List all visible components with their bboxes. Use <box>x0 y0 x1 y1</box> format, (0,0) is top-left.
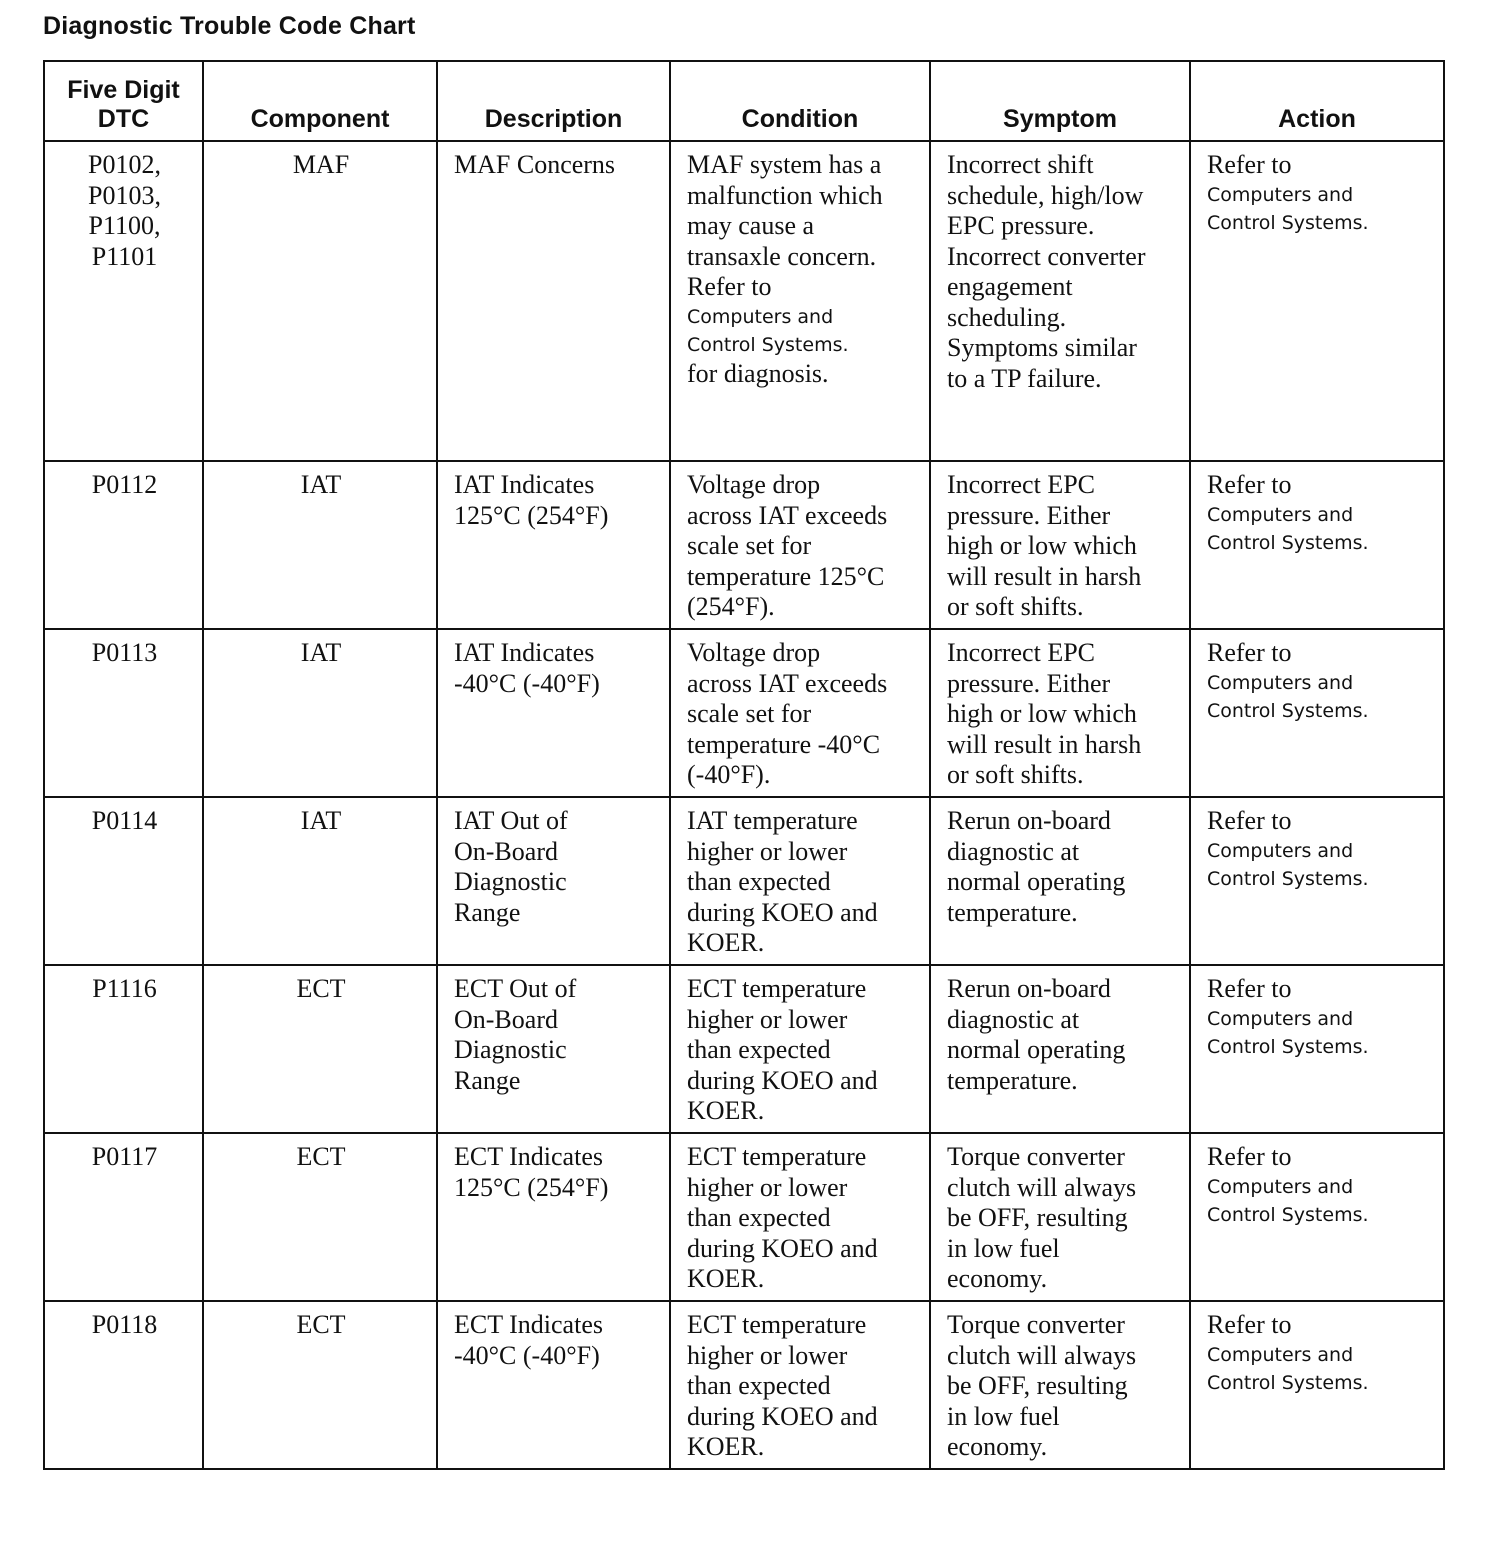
description-cell <box>437 629 670 797</box>
symptom-cell-line: diagnostic at <box>947 836 1080 866</box>
dtc-code-cell-line: P1100, <box>88 211 161 240</box>
condition-cell-line: IAT temperature <box>687 806 858 835</box>
condition-cell <box>670 461 930 629</box>
description-cell-line: -40°C (-40°F) <box>454 1340 600 1370</box>
action-cell-line: Control Systems. <box>1207 1371 1369 1394</box>
dtc-code-cell <box>44 1301 203 1469</box>
symptom-cell-line: in low fuel <box>947 1401 1060 1431</box>
symptom-cell-line: or soft shifts. <box>947 592 1084 621</box>
condition-ref-line: for diagnosis. <box>687 358 829 388</box>
condition-cell <box>670 141 930 461</box>
condition-cell-line: may cause a <box>687 211 815 240</box>
action-cell-line: Refer to <box>1207 974 1292 1003</box>
description-cell-line: -40°C (-40°F) <box>454 668 600 698</box>
component-cell: ECT <box>203 965 437 1133</box>
table-row <box>44 1301 1444 1469</box>
symptom-cell-line: Incorrect EPC <box>947 470 1096 499</box>
header-dtc <box>44 61 203 141</box>
condition-cell-line: ECT temperature <box>687 1310 867 1339</box>
header-action: Action <box>1190 61 1444 141</box>
action-cell-line: Control Systems. <box>1207 1035 1369 1058</box>
header-dtc-line-1: Five Digit <box>67 76 180 104</box>
condition-cell-line: (-40°F). <box>687 760 771 789</box>
symptom-cell-line: Rerun on-board <box>947 806 1111 835</box>
dtc-code-cell-line: P0103, <box>88 180 161 210</box>
condition-cell <box>670 629 930 797</box>
description-cell-line: 125°C (254°F) <box>454 500 609 530</box>
symptom-cell-line: economy. <box>947 1264 1048 1293</box>
action-cell-line: Control Systems. <box>1207 211 1369 234</box>
symptom-cell-line: Symptoms similar <box>947 333 1137 362</box>
condition-cell-line: MAF system has a <box>687 150 882 179</box>
symptom-cell-line: normal operating <box>947 867 1126 896</box>
action-cell-line: Refer to <box>1207 1310 1292 1339</box>
condition-cell-line: higher or lower <box>687 836 848 866</box>
condition-cell-line: across IAT exceeds <box>687 668 888 698</box>
condition-ref-line: Computers and <box>687 305 834 328</box>
description-cell-line: Diagnostic <box>454 1035 567 1064</box>
description-cell-line: Range <box>454 897 521 927</box>
action-cell-line: Computers and <box>1207 1343 1354 1366</box>
symptom-cell-line: schedule, high/low <box>947 180 1144 210</box>
symptom-cell-line: normal operating <box>947 1035 1126 1064</box>
description-cell <box>437 965 670 1133</box>
condition-cell-line: during KOEO and <box>687 897 878 927</box>
condition-cell-line: during KOEO and <box>687 1233 878 1263</box>
condition-cell <box>670 797 930 965</box>
symptom-cell-line: high or low which <box>947 699 1137 728</box>
symptom-cell <box>930 797 1190 965</box>
condition-cell <box>670 1133 930 1301</box>
description-cell-line: ECT Indicates <box>454 1310 603 1339</box>
action-cell-line: Refer to <box>1207 806 1292 835</box>
action-cell-line: Refer to <box>1207 470 1292 499</box>
dtc-code-cell-line: P1101 <box>91 241 158 271</box>
description-cell-line: MAF Concerns <box>454 150 616 179</box>
condition-cell <box>670 1301 930 1469</box>
action-cell <box>1190 141 1444 461</box>
symptom-cell-line: clutch will always <box>947 1172 1137 1202</box>
component-cell: ECT <box>203 1301 437 1469</box>
action-cell-line: Control Systems. <box>1207 1203 1369 1226</box>
dtc-code-cell <box>44 629 203 797</box>
action-cell-line: Computers and <box>1207 671 1354 694</box>
dtc-code-cell-line: P0113 <box>91 638 158 667</box>
table-row <box>44 461 1444 629</box>
description-cell-line: On-Board <box>454 836 558 866</box>
table-row <box>44 141 1444 461</box>
symptom-cell-line: scheduling. <box>947 302 1067 332</box>
component-cell: IAT <box>203 797 437 965</box>
action-cell <box>1190 629 1444 797</box>
dtc-code-cell <box>44 141 203 461</box>
description-cell-line: IAT Indicates <box>454 470 595 499</box>
header-component: Component <box>203 61 437 141</box>
symptom-cell-line: Incorrect EPC <box>947 638 1096 667</box>
symptom-cell-line: be OFF, resulting <box>947 1371 1128 1400</box>
action-cell-line: Computers and <box>1207 183 1354 206</box>
condition-cell-line: KOER. <box>687 1096 765 1125</box>
symptom-cell-line: Incorrect converter <box>947 241 1146 271</box>
symptom-cell-line: in low fuel <box>947 1233 1060 1263</box>
description-cell-line: ECT Out of <box>454 974 577 1003</box>
symptom-cell-line: be OFF, resulting <box>947 1203 1128 1232</box>
symptom-cell-line: Torque converter <box>947 1310 1125 1339</box>
action-cell-line: Refer to <box>1207 638 1292 667</box>
condition-cell-line: during KOEO and <box>687 1401 878 1431</box>
condition-cell-line: malfunction which <box>687 180 883 210</box>
description-cell <box>437 141 670 461</box>
condition-cell-line: higher or lower <box>687 1172 848 1202</box>
condition-cell-line: than expected <box>687 1203 831 1232</box>
symptom-cell <box>930 141 1190 461</box>
condition-cell-line: Voltage drop <box>687 470 821 499</box>
header-symptom: Symptom <box>930 61 1190 141</box>
description-cell <box>437 1301 670 1469</box>
table-row <box>44 797 1444 965</box>
condition-cell-line: higher or lower <box>687 1004 848 1034</box>
condition-cell-line: during KOEO and <box>687 1065 878 1095</box>
dtc-code-cell-line: P0117 <box>91 1142 158 1171</box>
header-dtc-line-2: DTC <box>97 105 150 133</box>
description-cell-line: IAT Indicates <box>454 638 595 667</box>
symptom-cell-line: to a TP failure. <box>947 363 1102 393</box>
description-cell-line: ECT Indicates <box>454 1142 603 1171</box>
dtc-code-cell-line: P0112 <box>91 470 158 499</box>
action-cell <box>1190 797 1444 965</box>
condition-cell-line: (254°F). <box>687 592 775 621</box>
dtc-code-cell <box>44 1133 203 1301</box>
symptom-cell-line: will result in harsh <box>947 561 1142 591</box>
action-cell-line: Control Systems. <box>1207 699 1369 722</box>
symptom-cell-line: clutch will always <box>947 1340 1137 1370</box>
symptom-cell-line: temperature. <box>947 1065 1078 1095</box>
description-cell <box>437 797 670 965</box>
description-cell-line: 125°C (254°F) <box>454 1172 609 1202</box>
header-description: Description <box>437 61 670 141</box>
description-cell-line: Range <box>454 1065 521 1095</box>
action-cell-line: Refer to <box>1207 1142 1292 1171</box>
symptom-cell <box>930 1133 1190 1301</box>
condition-cell-line: scale set for <box>687 531 812 560</box>
description-cell <box>437 461 670 629</box>
symptom-cell-line: EPC pressure. <box>947 211 1095 240</box>
symptom-cell-line: will result in harsh <box>947 729 1142 759</box>
condition-cell-line: temperature -40°C <box>687 729 881 759</box>
action-cell-line: Refer to <box>1207 150 1292 179</box>
condition-cell-line: KOER. <box>687 928 765 957</box>
action-cell <box>1190 1301 1444 1469</box>
condition-cell-line: higher or lower <box>687 1340 848 1370</box>
component-cell: MAF <box>203 141 437 461</box>
condition-cell-line: than expected <box>687 1035 831 1064</box>
header-row <box>44 61 1444 141</box>
symptom-cell-line: high or low which <box>947 531 1137 560</box>
action-cell <box>1190 461 1444 629</box>
symptom-cell-line: engagement <box>947 272 1073 301</box>
condition-cell-line: than expected <box>687 867 831 896</box>
table-row <box>44 965 1444 1133</box>
action-cell-line: Computers and <box>1207 1007 1354 1030</box>
condition-cell-line: temperature 125°C <box>687 561 885 591</box>
dtc-code-cell-line: P0114 <box>91 806 158 835</box>
symptom-cell-line: pressure. Either <box>947 500 1111 530</box>
dtc-code-cell <box>44 965 203 1133</box>
condition-cell-line: transaxle concern. <box>687 241 877 271</box>
symptom-cell-line: Incorrect shift <box>947 150 1094 179</box>
symptom-cell-line: or soft shifts. <box>947 760 1084 789</box>
symptom-cell-line: temperature. <box>947 897 1078 927</box>
symptom-cell-line: pressure. Either <box>947 668 1111 698</box>
page-title: Diagnostic Trouble Code Chart <box>43 12 416 40</box>
description-cell-line: On-Board <box>454 1004 558 1034</box>
dtc-code-cell <box>44 461 203 629</box>
symptom-cell <box>930 965 1190 1133</box>
dtc-table <box>43 60 1445 1470</box>
condition-cell-line: Voltage drop <box>687 638 821 667</box>
action-cell <box>1190 965 1444 1133</box>
component-cell: IAT <box>203 629 437 797</box>
dtc-code-cell-line: P0118 <box>91 1310 158 1339</box>
action-cell <box>1190 1133 1444 1301</box>
condition-cell <box>670 965 930 1133</box>
symptom-cell-line: Torque converter <box>947 1142 1125 1171</box>
table-row <box>44 1133 1444 1301</box>
condition-cell-line: scale set for <box>687 699 812 728</box>
symptom-cell <box>930 461 1190 629</box>
component-cell: ECT <box>203 1133 437 1301</box>
symptom-cell-line: Rerun on-board <box>947 974 1111 1003</box>
action-cell-line: Computers and <box>1207 1175 1354 1198</box>
condition-ref-line: Refer to <box>687 272 772 301</box>
table-row <box>44 629 1444 797</box>
condition-cell-line: across IAT exceeds <box>687 500 888 530</box>
condition-cell-line: ECT temperature <box>687 1142 867 1171</box>
condition-cell-line: KOER. <box>687 1264 765 1293</box>
description-cell-line: IAT Out of <box>454 806 568 835</box>
symptom-cell <box>930 1301 1190 1469</box>
dtc-code-cell <box>44 797 203 965</box>
condition-cell-line: than expected <box>687 1371 831 1400</box>
symptom-cell <box>930 629 1190 797</box>
dtc-code-cell-line: P1116 <box>92 974 157 1003</box>
condition-ref-line: Control Systems. <box>687 333 849 356</box>
action-cell-line: Computers and <box>1207 503 1354 526</box>
action-cell-line: Control Systems. <box>1207 867 1369 890</box>
header-condition: Condition <box>670 61 930 141</box>
condition-cell-line: ECT temperature <box>687 974 867 1003</box>
action-cell-line: Computers and <box>1207 839 1354 862</box>
description-cell <box>437 1133 670 1301</box>
symptom-cell-line: economy. <box>947 1432 1048 1461</box>
condition-cell-line: KOER. <box>687 1432 765 1461</box>
description-cell-line: Diagnostic <box>454 867 567 896</box>
component-cell: IAT <box>203 461 437 629</box>
symptom-cell-line: diagnostic at <box>947 1004 1080 1034</box>
action-cell-line: Control Systems. <box>1207 531 1369 554</box>
dtc-code-cell-line: P0102, <box>88 150 161 179</box>
